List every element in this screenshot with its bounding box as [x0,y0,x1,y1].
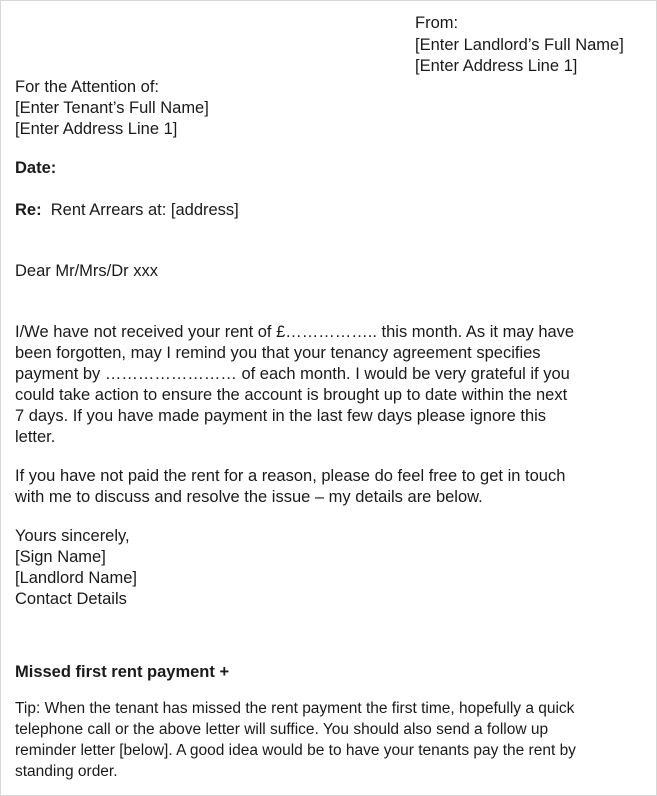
body-paragraph1-line: letter. [15,428,56,446]
re-line [15,199,239,221]
body-paragraph1-line: 7 days. If you have made payment in the last few days please ignore this [15,407,547,425]
tip-line: standing order. [15,763,118,780]
body-paragraph1-line: been forgotten, may I remind you that your tenancy agreement specifies [15,344,541,362]
body-paragraph1-line: could take action to ensure the account is brought up to date within the next [15,386,568,404]
closing-landlord-name: [Landlord Name] [15,569,137,587]
tip-line: reminder letter [below]. A good idea would be to have your tenants pay the rent by [15,742,576,759]
salutation: Dear Mr/Mrs/Dr xxx [15,262,158,280]
date-label: Date: [15,159,57,177]
attention-label: For the Attention of: [15,78,160,96]
attention-address-line: [Enter Address Line 1] [15,120,178,138]
re-text: Rent Arrears at: [address] [50,201,239,219]
closing-valediction: Yours sincerely, [15,527,130,545]
closing-sign-name: [Sign Name] [15,548,106,566]
section-heading: Missed first rent payment + [15,663,230,681]
body-paragraph1-line: I/We have not received your rent of £…………….. this month. As it may have [15,323,575,341]
body-paragraph2-line: If you have not paid the rent for a reason, please do feel free to get in touch [15,467,566,485]
body-paragraph1-line: payment by …………………… of each month. I would be very grateful if you [15,365,570,383]
tip-line: Tip: When the tenant has missed the rent payment the first time, hopefully a quick [15,700,575,717]
re-label: Re: [15,201,42,219]
tip-line: telephone call or the above letter will suffice. You should also send a follow up [15,721,549,738]
closing-contact-details: Contact Details [15,590,127,608]
body-paragraph2-line: with me to discuss and resolve the issue – my details are below. [15,488,483,506]
attention-tenant-name: [Enter Tenant’s Full Name] [15,99,209,117]
from-label: From: [415,14,459,32]
from-landlord-name: [Enter Landlord’s Full Name] [415,36,624,54]
from-address-line: [Enter Address Line 1] [415,57,578,75]
